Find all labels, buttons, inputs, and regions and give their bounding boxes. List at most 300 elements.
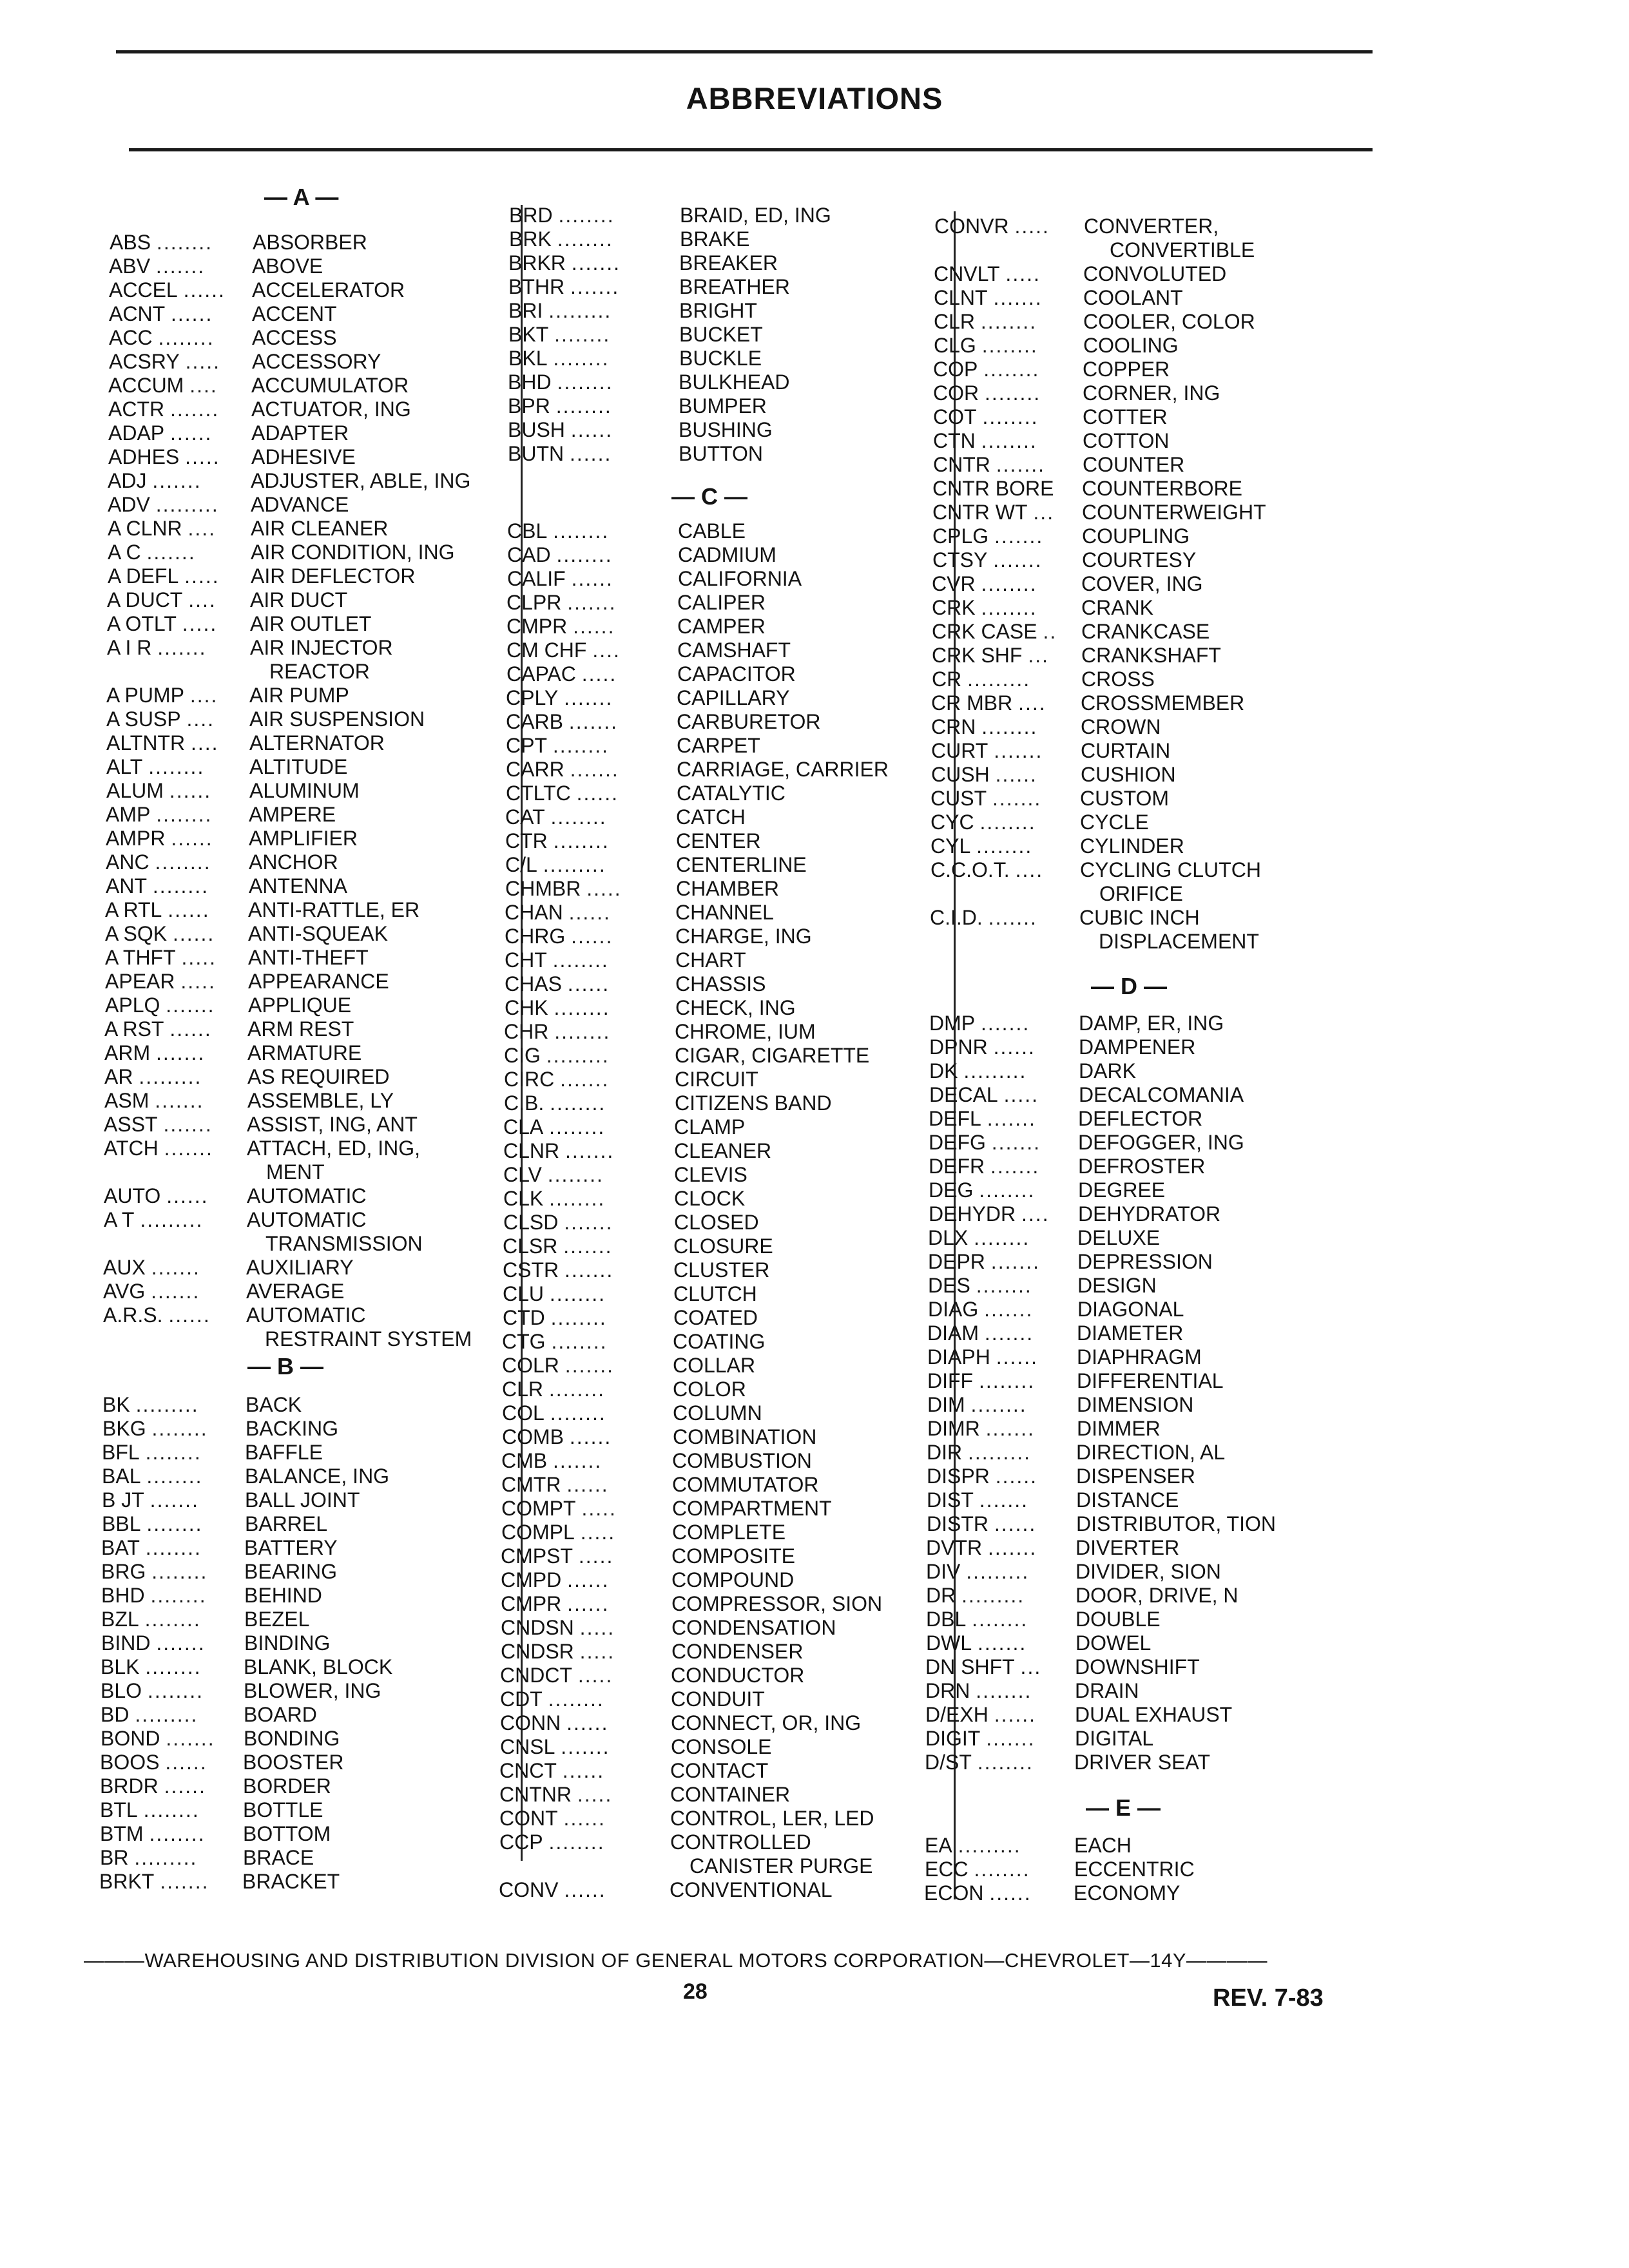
abbreviation-definition: DELUXE	[1077, 1226, 1161, 1249]
abbreviation-entry	[929, 1083, 1244, 1106]
abbreviation-entry	[926, 1536, 1180, 1559]
leader-dots: ........	[143, 1798, 200, 1821]
abbreviation-term: CR	[932, 668, 962, 691]
abbreviation-definition: CHROME, IUM	[675, 1020, 816, 1043]
abbreviation-entry	[505, 829, 761, 852]
abbreviation-definition: DRIVER SEAT	[1074, 1751, 1210, 1774]
abbreviation-entry	[106, 827, 358, 850]
abbreviation-definition: CALIPER	[677, 591, 766, 614]
abbreviation-entry	[103, 1280, 345, 1303]
abbreviation-term: AMP	[106, 803, 151, 826]
abbreviation-entry	[106, 707, 425, 731]
abbreviation-entry	[501, 1497, 832, 1520]
abbreviation-entry	[100, 1798, 323, 1821]
abbreviation-entry	[928, 1298, 1184, 1321]
abbreviation-definition: ANTI-RATTLE, ER	[248, 898, 420, 921]
abbreviation-definition: COOLANT	[1083, 286, 1183, 309]
abbreviation-definition: TRANSMISSION	[265, 1232, 423, 1255]
abbreviation-entry	[102, 1417, 339, 1440]
abbreviation-definition: ABSORBER	[253, 231, 367, 254]
abbreviation-term: ALTNTR	[106, 731, 186, 754]
abbreviation-entry	[105, 946, 369, 969]
abbreviation-entry	[502, 1354, 756, 1377]
abbreviation-definition: DIAMETER	[1077, 1321, 1184, 1345]
abbreviation-term: COMB	[502, 1425, 564, 1448]
abbreviation-entry	[933, 429, 1170, 452]
section-heading: — A —	[264, 184, 339, 210]
abbreviation-definition: ADVANCE	[251, 493, 349, 516]
abbreviation-definition: COATED	[673, 1306, 758, 1329]
abbreviation-term: DEPR	[928, 1250, 985, 1273]
abbreviation-entry	[102, 1465, 390, 1488]
abbreviation-term: BLO	[101, 1679, 142, 1702]
leader-dots: ......	[993, 1035, 1036, 1059]
abbreviation-term: EA	[925, 1834, 952, 1857]
abbreviation-entry	[103, 1256, 354, 1279]
abbreviation-term: CONVR	[934, 215, 1009, 238]
abbreviation-entry	[507, 567, 802, 590]
abbreviation-term: BOOS	[100, 1751, 160, 1774]
abbreviation-definition: BLANK, BLOCK	[244, 1655, 393, 1678]
abbreviation-term: DISPR	[927, 1465, 990, 1488]
abbreviation-term: BAT	[101, 1536, 140, 1559]
abbreviation-term: BHD	[508, 370, 552, 394]
abbreviation-definition: CONTROL, LER, LED	[670, 1807, 874, 1830]
abbreviation-definition: CLOSURE	[673, 1235, 773, 1258]
leader-dots: ........	[550, 1091, 606, 1115]
leader-dots: ........	[551, 1330, 608, 1353]
abbreviation-entry	[927, 1465, 1195, 1488]
abbreviation-definition: DUAL EXHAUST	[1075, 1703, 1233, 1726]
abbreviation-term: CLK	[503, 1187, 544, 1210]
abbreviation-term: DIR	[927, 1441, 963, 1464]
abbreviation-entry	[503, 1306, 758, 1329]
abbreviation-definition: CENTERLINE	[676, 853, 807, 876]
leader-dots: .......	[163, 1113, 213, 1136]
revision-label: REV. 7-83	[1213, 1984, 1324, 2012]
abbreviation-term: ADHES	[108, 445, 180, 468]
abbreviation-term: DIAG	[928, 1298, 979, 1321]
abbreviation-definition: DIAPHRAGM	[1077, 1345, 1202, 1369]
abbreviation-definition: COLOR	[673, 1378, 746, 1401]
abbreviation-definition: DIRECTION, AL	[1076, 1441, 1226, 1464]
abbreviation-term: CTD	[503, 1306, 545, 1329]
abbreviation-entry	[503, 1139, 772, 1162]
abbreviation-definition: CONTACT	[670, 1759, 769, 1782]
abbreviation-entry	[930, 787, 1170, 810]
abbreviation-term: DEFR	[929, 1155, 985, 1178]
abbreviation-term: BRDR	[100, 1774, 159, 1798]
abbreviation-definition: ADAPTER	[251, 421, 349, 445]
abbreviation-definition: ALTERNATOR	[249, 731, 385, 754]
leader-dots: ........	[983, 358, 1040, 381]
leader-dots: ........	[976, 1679, 1032, 1702]
abbreviation-definition: DEPRESSION	[1077, 1250, 1213, 1273]
leader-dots: .......	[152, 469, 202, 492]
abbreviation-definition: DIVIDER, SION	[1075, 1560, 1221, 1583]
abbreviation-term: CLSD	[503, 1211, 559, 1234]
abbreviation-term: CMPR	[506, 615, 568, 638]
abbreviation-term: A DUCT	[107, 588, 183, 611]
leader-dots: ........	[548, 1831, 605, 1854]
abbreviation-entry	[929, 1155, 1206, 1178]
abbreviation-term: DMP	[929, 1012, 976, 1035]
abbreviation-definition: AUTOMATIC	[246, 1303, 366, 1327]
abbreviation-entry	[108, 469, 471, 492]
abbreviation-entry	[499, 1831, 811, 1854]
leader-dots: ........	[155, 850, 211, 874]
abbreviation-definition: ABOVE	[252, 255, 323, 278]
leader-dots: ........	[148, 755, 205, 778]
abbreviation-term: BTHR	[508, 275, 565, 298]
abbreviation-entry	[930, 811, 1149, 834]
abbreviation-entry	[506, 662, 796, 686]
abbreviation-term: BTM	[100, 1822, 144, 1845]
abbreviation-entry	[506, 782, 786, 805]
leader-dots: ......	[566, 1711, 609, 1735]
leader-dots: ....	[592, 639, 621, 662]
abbreviation-entry	[928, 1274, 1157, 1297]
abbreviation-term: DEFL	[929, 1107, 981, 1130]
abbreviation-term: ALT	[106, 755, 143, 778]
leader-dots: ........	[552, 948, 609, 972]
abbreviation-definition: DIMENSION	[1077, 1393, 1194, 1416]
abbreviation-entry	[100, 1846, 314, 1869]
abbreviation-term: ACC	[109, 326, 153, 349]
leader-dots: .....	[577, 1664, 613, 1687]
abbreviation-definition: CRANKCASE	[1081, 620, 1210, 643]
abbreviation-entry	[506, 734, 760, 757]
abbreviation-entry	[101, 1584, 322, 1607]
leader-dots: .....	[1014, 215, 1050, 238]
abbreviation-entry	[503, 1211, 759, 1234]
abbreviation-term: COT	[933, 405, 977, 428]
abbreviation-entry	[108, 541, 455, 564]
abbreviation-entry	[105, 898, 420, 921]
abbreviation-entry	[927, 1345, 1202, 1369]
abbreviation-entry	[925, 1834, 1132, 1857]
abbreviation-definition: CIGAR, CIGARETTE	[675, 1044, 870, 1067]
leader-dots: .......	[149, 1488, 199, 1512]
abbreviation-term: DLX	[928, 1226, 969, 1249]
title-underline-rule	[129, 148, 1373, 151]
abbreviation-entry	[506, 615, 766, 638]
abbreviation-entry	[931, 715, 1161, 738]
abbreviation-entry	[500, 1711, 862, 1735]
leader-dots: ......	[563, 1807, 606, 1830]
abbreviation-term: CLR	[502, 1378, 544, 1401]
leader-dots: ......	[168, 1303, 211, 1327]
leader-dots: ........	[156, 803, 213, 826]
leader-dots: ........	[553, 519, 610, 543]
abbreviation-entry	[101, 1655, 393, 1678]
abbreviation-definition: ACCUMULATOR	[251, 374, 409, 397]
abbreviation-definition: BULKHEAD	[679, 370, 790, 394]
abbreviation-term: DN SHFT	[925, 1655, 1015, 1678]
leader-dots: .......	[981, 1012, 1030, 1035]
abbreviation-definition: CRANK	[1081, 596, 1154, 619]
abbreviation-definition: BACK	[246, 1393, 302, 1416]
leader-dots: ......	[573, 615, 615, 638]
abbreviation-definition: BORDER	[243, 1774, 331, 1798]
abbreviation-term: DIM	[927, 1393, 965, 1416]
abbreviation-term: BBL	[102, 1512, 141, 1535]
leader-dots: ......	[567, 972, 610, 995]
abbreviation-entry	[502, 1425, 817, 1448]
leader-dots: .....	[578, 1544, 614, 1568]
abbreviation-entry	[932, 620, 1210, 643]
abbreviation-entry	[106, 755, 348, 778]
abbreviation-entry	[501, 1521, 786, 1544]
abbreviation-definition: REACTOR	[269, 660, 370, 683]
abbreviation-term: DEHYDR	[929, 1202, 1016, 1225]
abbreviation-entry	[108, 421, 349, 445]
abbreviation-term: CRK SHF	[932, 644, 1023, 667]
abbreviation-term: ACTR	[108, 398, 165, 421]
abbreviation-definition: BUCKLE	[679, 347, 762, 370]
abbreviation-entry	[927, 1417, 1161, 1440]
abbreviation-definition: ASSIST, ING, ANT	[247, 1113, 418, 1136]
abbreviation-term: CYL	[930, 834, 971, 858]
abbreviation-definition: ALUMINUM	[249, 779, 360, 802]
abbreviation-entry	[929, 1059, 1136, 1082]
abbreviation-entry	[929, 1035, 1196, 1059]
abbreviation-definition: DEFLECTOR	[1078, 1107, 1203, 1130]
leader-dots: ........	[554, 996, 610, 1019]
abbreviation-definition: DEHYDRATOR	[1078, 1202, 1221, 1225]
leader-dots: ........	[970, 1393, 1027, 1416]
abbreviation-definition: CONNECT, OR, ING	[671, 1711, 862, 1735]
leader-dots: ......	[166, 1184, 209, 1207]
abbreviation-term: AVG	[103, 1280, 146, 1303]
leader-dots: ........	[977, 1751, 1034, 1774]
abbreviation-term: CLNT	[934, 286, 988, 309]
leader-dots: ........	[156, 231, 213, 254]
abbreviation-definition: CHART	[675, 948, 746, 972]
abbreviation-definition: ACCELERATOR	[252, 278, 405, 302]
leader-dots: .......	[561, 1735, 610, 1758]
leader-dots: .....	[184, 564, 220, 588]
abbreviation-entry	[928, 1250, 1213, 1273]
section-heading: — D —	[1091, 973, 1168, 999]
leader-dots: ........	[979, 811, 1036, 834]
abbreviation-term: BRG	[101, 1560, 146, 1583]
abbreviation-definition: ACCESS	[252, 326, 337, 349]
abbreviation-term: BKL	[508, 347, 548, 370]
abbreviation-term: B JT	[102, 1488, 144, 1512]
abbreviation-term: CNDCT	[500, 1664, 572, 1687]
abbreviation-entry	[933, 358, 1170, 381]
abbreviation-entry	[934, 334, 1179, 357]
abbreviation-definition: COMPOUND	[671, 1568, 795, 1591]
abbreviation-entry	[100, 1751, 344, 1774]
leader-dots: ......	[566, 1473, 609, 1496]
section-heading: — B —	[247, 1353, 324, 1379]
abbreviation-entry	[505, 805, 746, 829]
abbreviation-term: BPR	[508, 394, 550, 418]
abbreviation-definition: BLOWER, ING	[244, 1679, 381, 1702]
abbreviation-term: CIRC	[504, 1068, 555, 1091]
abbreviation-entry	[929, 1012, 1224, 1035]
leader-dots: ......	[168, 898, 210, 921]
abbreviation-entry	[933, 453, 1185, 476]
leader-dots: .......	[990, 1250, 1041, 1273]
abbreviation-entry	[501, 1568, 795, 1591]
abbreviation-term: CRK CASE	[932, 620, 1037, 643]
abbreviation-term: CONV	[499, 1878, 559, 1901]
page-title: ABBREVIATIONS	[686, 81, 943, 115]
abbreviation-entry	[508, 275, 790, 298]
abbreviation-entry	[927, 1369, 1224, 1392]
abbreviation-entry	[109, 302, 337, 325]
abbreviation-definition: COMPARTMENT	[672, 1497, 832, 1520]
leader-dots: .....	[586, 877, 622, 900]
leader-dots: ......	[183, 278, 226, 302]
leader-dots: .....	[1005, 262, 1041, 285]
abbreviation-definition: CUSTOM	[1080, 787, 1170, 810]
abbreviation-definition: APPLIQUE	[248, 994, 352, 1017]
abbreviation-entry	[926, 1584, 1239, 1607]
abbreviation-definition: DIAGONAL	[1077, 1298, 1184, 1321]
top-rule	[116, 50, 1373, 53]
abbreviation-term: ATCH	[104, 1137, 159, 1160]
leader-dots: .........	[155, 493, 219, 516]
abbreviation-definition: BUTTON	[679, 442, 763, 465]
abbreviation-entry	[505, 996, 796, 1019]
abbreviation-entry	[504, 1020, 816, 1043]
abbreviation-entry	[502, 1330, 766, 1353]
section-heading: — C —	[671, 483, 748, 510]
abbreviation-definition: ASSEMBLE, LY	[247, 1089, 394, 1112]
abbreviation-term: DRN	[925, 1679, 970, 1702]
abbreviation-definition: CONVERTIBLE	[1110, 238, 1255, 262]
abbreviation-definition: APPEARANCE	[248, 970, 389, 993]
abbreviation-entry	[499, 1783, 791, 1806]
leader-dots: ......	[165, 1751, 207, 1774]
leader-dots: .......	[568, 710, 619, 733]
leader-dots: ........	[549, 1282, 606, 1305]
leader-dots: .........	[546, 1044, 610, 1067]
abbreviation-definition: CORNER, ING	[1083, 381, 1220, 405]
abbreviation-term: C.C.O.T.	[930, 858, 1010, 881]
abbreviation-entry	[499, 1878, 833, 1901]
abbreviation-definition: DESIGN	[1077, 1274, 1157, 1297]
abbreviation-term: ADV	[108, 493, 150, 516]
abbreviation-definition: ADJUSTER, ABLE, ING	[251, 469, 471, 492]
leader-dots: .........	[963, 1059, 1027, 1082]
abbreviation-term: CNCT	[499, 1759, 557, 1782]
abbreviation-term: CRK	[932, 596, 976, 619]
leader-dots: .....	[180, 970, 216, 993]
abbreviation-definition: EACH	[1074, 1834, 1132, 1857]
leader-dots: ........	[978, 1369, 1036, 1392]
leader-dots: .......	[560, 1068, 610, 1091]
abbreviation-term: DIST	[927, 1488, 974, 1512]
abbreviation-entry	[109, 255, 323, 278]
abbreviation-term: COP	[933, 358, 978, 381]
abbreviation-entry	[932, 477, 1242, 500]
abbreviation-term: ANT	[106, 874, 147, 898]
leader-dots: ...	[1028, 644, 1050, 667]
abbreviation-definition: COMBINATION	[673, 1425, 817, 1448]
abbreviation-definition: BEARING	[244, 1560, 338, 1583]
abbreviation-term: DBL	[926, 1608, 967, 1631]
abbreviation-definition: CROWN	[1081, 715, 1161, 738]
leader-dots: .......	[984, 1298, 1034, 1321]
abbreviation-term: CARB	[506, 710, 563, 733]
abbreviation-entry	[934, 310, 1255, 333]
abbreviation-entry	[109, 350, 381, 373]
abbreviation-entry	[930, 858, 1261, 881]
abbreviation-entry	[501, 1616, 836, 1639]
abbreviation-entry	[102, 1393, 302, 1416]
abbreviation-definition: ARMATURE	[247, 1041, 362, 1064]
leader-dots: .....	[577, 1783, 613, 1806]
abbreviation-definition: ARM REST	[247, 1017, 354, 1041]
abbreviation-term: CIG	[504, 1044, 541, 1067]
abbreviation-definition: CHECK, ING	[675, 996, 796, 1019]
abbreviation-term: CARR	[506, 758, 564, 781]
abbreviation-definition: ECONOMY	[1074, 1881, 1181, 1905]
abbreviation-term: C.B.	[504, 1091, 545, 1115]
abbreviation-term: DEG	[929, 1178, 974, 1202]
abbreviation-definition: BREAKER	[679, 251, 778, 274]
abbreviation-entry	[506, 758, 889, 781]
leader-dots: ........	[151, 1417, 208, 1440]
abbreviation-definition: CARPET	[677, 734, 760, 757]
abbreviation-entry	[505, 972, 766, 995]
leader-dots: .......	[991, 1131, 1041, 1154]
abbreviation-entry	[107, 588, 348, 611]
abbreviation-definition: CLOSED	[674, 1211, 759, 1234]
abbreviation-entry	[105, 970, 389, 993]
abbreviation-definition: CUBIC INCH	[1079, 906, 1200, 929]
abbreviation-term: BRD	[509, 204, 553, 227]
abbreviation-term: CHAS	[505, 972, 562, 995]
abbreviation-definition: DOWEL	[1075, 1631, 1152, 1655]
abbreviation-term: CHMBR	[505, 877, 581, 900]
abbreviation-term: COL	[502, 1401, 545, 1425]
abbreviation-term: CNTR	[933, 453, 990, 476]
abbreviation-term: A.R.S.	[103, 1303, 163, 1327]
abbreviation-term: AUX	[103, 1256, 146, 1279]
abbreviation-entry	[931, 763, 1176, 786]
leader-dots: ......	[567, 1592, 610, 1615]
leader-dots: ........	[158, 326, 215, 349]
abbreviation-definition: CROSSMEMBER	[1081, 691, 1245, 715]
abbreviation-definition: CADMIUM	[678, 543, 776, 566]
leader-dots: ........	[981, 572, 1037, 595]
leader-dots: ........	[549, 1115, 606, 1139]
abbreviation-entry	[100, 1822, 331, 1845]
abbreviation-definition: CARRIAGE, CARRIER	[677, 758, 889, 781]
abbreviation-term: DIFF	[927, 1369, 974, 1392]
abbreviation-definition: BRAID, ED, ING	[680, 204, 831, 227]
abbreviation-entry	[932, 644, 1221, 667]
abbreviation-definition: COATING	[673, 1330, 766, 1353]
leader-dots: .......	[988, 1536, 1037, 1559]
abbreviation-definition: BOOSTER	[243, 1751, 344, 1774]
leader-dots: .......	[166, 994, 215, 1017]
abbreviation-term: ECC	[925, 1858, 969, 1881]
leader-dots: .....	[182, 612, 218, 635]
abbreviation-entry	[925, 1751, 1210, 1774]
abbreviation-definition: COPPER	[1083, 358, 1170, 381]
leader-dots: ........	[554, 323, 611, 346]
leader-dots: .......	[994, 524, 1044, 548]
abbreviation-definition: CAPILLARY	[677, 686, 790, 709]
abbreviation-entry	[929, 1178, 1166, 1202]
